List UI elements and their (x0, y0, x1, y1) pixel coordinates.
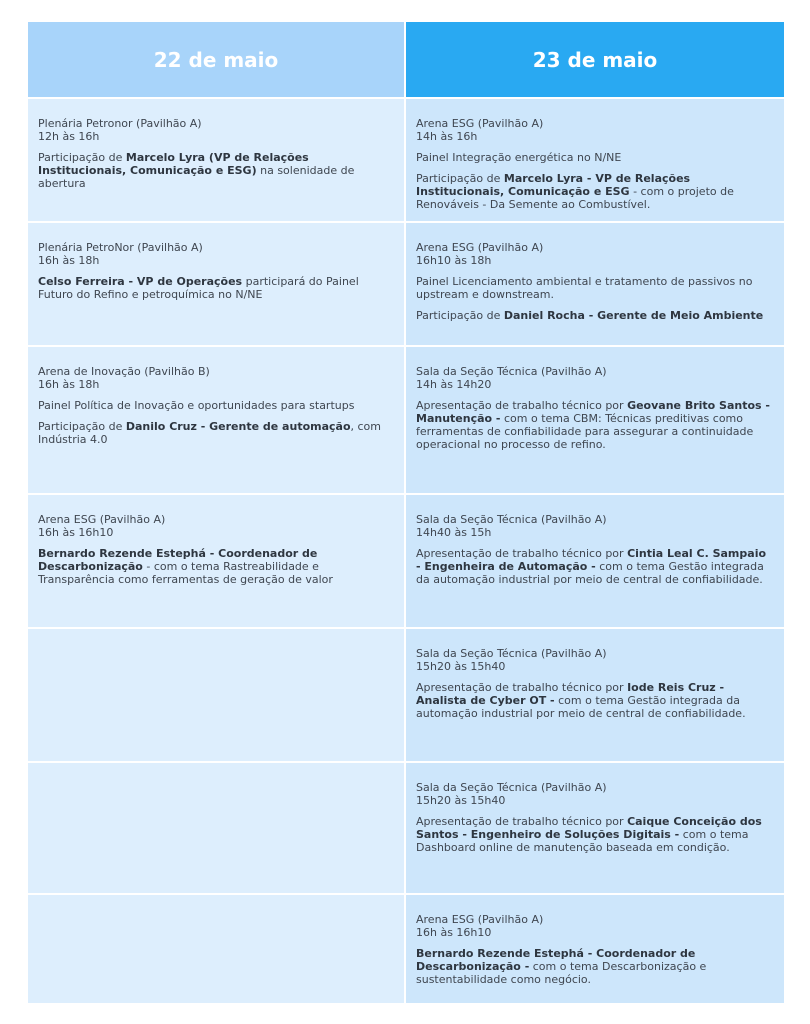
session-description (38, 547, 394, 586)
speaker-highlight: Marcelo Lyra - VP de Relações Institucionais, Comunicação e ESG (416, 172, 691, 198)
description-text: Apresentação de trabalho técnico por (416, 547, 628, 560)
session-time: 15h20 às 15h40 (416, 794, 506, 807)
left-session-cell (28, 347, 404, 493)
description-text: com o tema CBM: Técnicas preditivas como ferramentas de confiabilidade para assegurar a continuidade operacional no processo de refino. (416, 412, 754, 451)
description-text: Painel Integração energética no N/NE (416, 151, 622, 164)
session-time: 16h às 16h10 (38, 526, 114, 539)
description-text: Painel Licenciamento ambiental e tratamento de passivos no upstream e downstream. (416, 275, 753, 301)
session-time: 14h às 14h20 (416, 378, 492, 391)
session-time: 12h às 16h (38, 130, 100, 143)
schedule-row (28, 629, 784, 761)
right-session-cell (406, 895, 784, 1003)
speaker-highlight: Celso Ferreira - VP de Operações (38, 275, 243, 288)
session-venue: Arena ESG (Pavilhão A) (416, 913, 544, 926)
session-time: 15h20 às 15h40 (416, 660, 506, 673)
description-text: - com o tema Rastreabilidade e Transparência como ferramentas de geração de valor (38, 560, 333, 586)
schedule-row (28, 895, 784, 1003)
speaker-highlight: Bernardo Rezende Estephá - Coordenador de Descarbonização - (416, 947, 696, 973)
session-venue: Arena ESG (Pavilhão A) (416, 241, 544, 254)
description-text: na solenidade de abertura (38, 164, 355, 190)
session-description (38, 420, 394, 446)
session-time: 14h às 16h (416, 130, 478, 143)
left-session-cell (28, 223, 404, 345)
left-session-cell (28, 495, 404, 627)
schedule-row (28, 763, 784, 893)
session-venue: Sala da Seção Técnica (Pavilhão A) (416, 647, 607, 660)
left-session-cell (28, 763, 404, 893)
session-venue: Sala da Seção Técnica (Pavilhão A) (416, 513, 607, 526)
description-text: Apresentação de trabalho técnico por (416, 681, 628, 694)
right-session-cell (406, 223, 784, 345)
session-description (416, 547, 774, 586)
session-venue: Sala da Seção Técnica (Pavilhão A) (416, 365, 607, 378)
session-description (416, 151, 774, 164)
right-session-cell (406, 763, 784, 893)
session-time: 14h40 às 15h (416, 526, 492, 539)
session-description (38, 275, 394, 301)
schedule-row (28, 223, 784, 345)
left-session-cell (28, 895, 404, 1003)
session-description (416, 275, 774, 301)
description-text: Painel Política de Inovação e oportunidades para startups (38, 399, 355, 412)
right-session-cell (406, 495, 784, 627)
description-text: - com o projeto de Renováveis - Da Semente ao Combustível. (416, 185, 734, 211)
speaker-highlight: Geovane Brito Santos - Manutenção - (416, 399, 770, 425)
session-venue: Arena ESG (Pavilhão A) (38, 513, 166, 526)
schedule-row (28, 99, 784, 221)
day-header-22: 22 de maio (28, 22, 404, 97)
speaker-highlight: Bernardo Rezende Estephá - Coordenador de Descarbonização (38, 547, 318, 573)
session-description (38, 399, 394, 412)
left-session-cell (28, 629, 404, 761)
description-text: Participação de (416, 172, 504, 185)
schedule-row (28, 347, 784, 493)
speaker-highlight: Iode Reis Cruz - Analista de Cyber OT - (416, 681, 725, 707)
description-text: Participação de (416, 309, 504, 322)
speaker-highlight: Cintia Leal C. Sampaio - Engenheira de Automação - (416, 547, 767, 573)
schedule-table (28, 22, 784, 1003)
speaker-highlight: Caique Conceição dos Santos - Engenheiro de Soluções Digitais - (416, 815, 762, 841)
session-venue: Plenária Petronor (Pavilhão A) (38, 117, 202, 130)
session-time: 16h às 18h (38, 254, 100, 267)
session-description (416, 681, 774, 720)
session-venue: Sala da Seção Técnica (Pavilhão A) (416, 781, 607, 794)
speaker-highlight: Danilo Cruz - Gerente de automação (125, 420, 351, 433)
description-text: Participação de (38, 151, 126, 164)
description-text: com o tema Gestão integrada da automação industrial por meio de central de confiabilidade. (416, 560, 764, 586)
session-time: 16h às 18h (38, 378, 100, 391)
session-description (38, 151, 394, 190)
session-description (416, 399, 774, 451)
session-venue: Arena ESG (Pavilhão A) (416, 117, 544, 130)
speaker-highlight: Daniel Rocha - Gerente de Meio Ambiente (503, 309, 764, 322)
description-text: com o tema Dashboard online de manutenção baseada em condição. (416, 828, 749, 854)
description-text: Apresentação de trabalho técnico por (416, 399, 628, 412)
table-header (28, 22, 784, 97)
session-venue: Plenária PetroNor (Pavilhão A) (38, 241, 203, 254)
session-time: 16h às 16h10 (416, 926, 492, 939)
session-description (416, 815, 774, 854)
session-time: 16h10 às 18h (416, 254, 492, 267)
description-text: Apresentação de trabalho técnico por (416, 815, 628, 828)
schedule-rows (28, 99, 784, 1003)
description-text: com o tema Descarbonização e sustentabilidade como negócio. (416, 960, 707, 986)
right-session-cell (406, 99, 784, 221)
right-session-cell (406, 347, 784, 493)
session-description (416, 947, 774, 986)
description-text: , com Indústria 4.0 (38, 420, 382, 446)
day-header-23: 23 de maio (406, 22, 784, 97)
description-text: Participação de (38, 420, 126, 433)
schedule-row (28, 495, 784, 627)
left-session-cell (28, 99, 404, 221)
description-text: participará do Painel Futuro do Refino e petroquímica no N/NE (38, 275, 359, 301)
session-description (416, 172, 774, 211)
speaker-highlight: Marcelo Lyra (VP de Relações Institucionais, Comunicação e ESG) (38, 151, 309, 177)
description-text: com o tema Gestão integrada da automação industrial por meio de central de confiabilidade. (416, 694, 746, 720)
session-venue: Arena de Inovação (Pavilhão B) (38, 365, 210, 378)
session-description (416, 309, 774, 322)
right-session-cell (406, 629, 784, 761)
